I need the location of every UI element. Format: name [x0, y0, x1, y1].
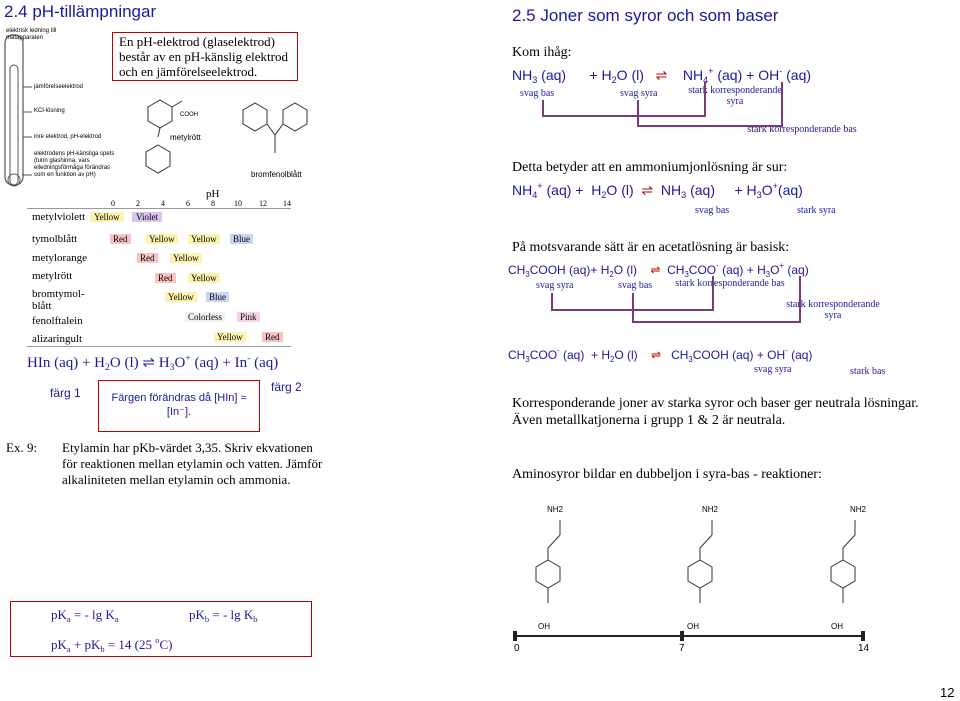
- farg-2-label: färg 2: [271, 380, 302, 394]
- ph-axis-label: pH: [206, 188, 220, 200]
- eq3-label-weak-base: svag bas: [618, 280, 653, 291]
- equation-4: $CH_3COO^-$ $(aq) + H_2O$ (l) ⇌ $CH_3COOH$ (aq) + OH- (aq): [508, 346, 813, 364]
- text-3: Korresponderande joner av starka syror och baser ger neutrala lösningar. Även metallkatjonerna i grupp 1 & 2 är neutrala.: [512, 396, 919, 428]
- indicator-name: metylviolett: [32, 211, 86, 223]
- pk-box: [10, 601, 312, 657]
- ex9-label: Ex. 9:: [6, 440, 38, 455]
- color-chip: Violet: [132, 212, 162, 222]
- text-2: På motsvarande sätt är en acetatlösning är basisk:: [512, 240, 790, 255]
- pk-line-1b: $pK_b$ = - $\lg K_b$: [189, 607, 258, 624]
- bromophenol-label: bromfenolblått: [251, 170, 302, 179]
- scale-label-7: 7: [679, 643, 685, 654]
- color-chip: Blue: [206, 292, 229, 302]
- farg-1-label: färg 1: [50, 386, 81, 400]
- ph-tick-2: 2: [136, 199, 140, 208]
- ph-tick-8: 8: [211, 199, 215, 208]
- intro-box: [112, 32, 298, 81]
- right-slide: [480, 0, 960, 701]
- eq3-label-strong-conj-acid: stark korresponderande syra: [786, 299, 880, 321]
- eq4-label-strong-base: stark bas: [850, 366, 886, 377]
- scale-label-14: 14: [858, 643, 870, 654]
- oh-label-3: OH: [831, 622, 843, 631]
- color-chip: Yellow: [170, 253, 202, 263]
- ph-tick-0: 0: [111, 199, 115, 208]
- electrode-label-4: inre elektrod, pH-elektrod: [34, 134, 102, 140]
- color-chip: Yellow: [188, 234, 220, 244]
- text-1: Detta betyder att en ammoniumjonlösning är sur:: [512, 160, 788, 175]
- ph-tick-10: 10: [234, 199, 242, 208]
- eq3-brackets: [480, 0, 960, 340]
- equation-1: $NH_3$ (aq) + $H_2O$ (l) ⇌ $NH_4^+$ (aq) + OH- (aq): [512, 66, 812, 85]
- eq1-label-strong-conj-base: stark korresponderande bas: [747, 124, 857, 135]
- ph-tick-12: 12: [259, 199, 267, 208]
- ex9-text: Etylamin har pKb-värdet 3,35. Skriv ekvationen för reaktionen mellan etylamin och vatten. Jämför alkaliniteten mellan etylamin och ammonia.: [62, 440, 323, 487]
- ph-tick-14: 14: [283, 199, 291, 208]
- nh2-label-3: NH2: [850, 505, 867, 514]
- color-chip: Pink: [237, 312, 260, 322]
- indicator-name: tymolblått: [32, 233, 78, 245]
- electrode-label-1: elektrisk ledning till mätapparaten: [6, 28, 57, 41]
- pk-line-1a: $pK_a$ = - $\lg K_a$: [51, 607, 119, 624]
- cooh-label: COOH: [180, 112, 198, 118]
- eq2-label-weak-base: svag bas: [695, 205, 730, 216]
- eq2-label-strong-acid: stark syra: [797, 205, 836, 216]
- text-4: Aminosyror bildar en dubbeljon i syra-bas - reaktioner:: [512, 467, 822, 482]
- indicator-name: fenolftalein: [32, 315, 83, 327]
- left-title: 2.4 pH-tillämpningar: [4, 2, 157, 21]
- intro-text: En pH-elektrod (glaselektrod) består av en pH-känslig elektrod och en jämförelseelektrod.: [119, 34, 288, 79]
- eq3-label-weak-acid: svag syra: [536, 280, 574, 291]
- color-chip: Yellow: [214, 332, 246, 342]
- color-chip: Colorless: [185, 312, 225, 322]
- pk-line-2: $pK_a + pK_b = 14$ (25 $^o$C): [51, 635, 173, 654]
- eq1-label-strong-conj-acid: stark korresponderande syra: [688, 85, 782, 107]
- indicator-table: [0, 208, 300, 348]
- oh-label-1: OH: [538, 622, 550, 631]
- ph-tick-6: 6: [186, 199, 190, 208]
- electrode-label-5: elektrodens pH-känsliga spets (tunn glashinna, vars elledningsförmåga förändras som en funktion av pH): [34, 151, 115, 178]
- color-chip: Red: [262, 332, 283, 342]
- equation-2: $NH_4^+$ $(aq) + H_2O$ (l) ⇌ $NH_3$ (aq) + $H_3O^+(aq)$: [512, 181, 803, 200]
- methyl-red-label: metylrött: [170, 133, 201, 142]
- color-chip: Yellow: [188, 273, 220, 283]
- equation-3: $CH_3COOH$ $(aq)+ H_2O$ (l) ⇌ $CH_3COO^-$ $(aq) + H_3O^+$ (aq): [508, 261, 809, 279]
- electrode-label-2: jämförelseelektrod: [34, 84, 84, 90]
- eq1-label-weak-base: svag bas: [520, 88, 555, 99]
- color-chip: Yellow: [165, 292, 197, 302]
- color-change-box: [98, 380, 260, 432]
- kom-ihag: Kom ihåg:: [512, 45, 572, 60]
- page-number: 12: [940, 685, 955, 700]
- right-title: 2.5 Joner som syror och som baser: [512, 6, 779, 25]
- color-chip: Red: [137, 253, 158, 263]
- ph-tick-4: 4: [161, 199, 165, 208]
- nh2-label-2: NH2: [702, 505, 719, 514]
- indicator-name: bromtymol-blått: [32, 288, 85, 312]
- eq1-label-weak-acid: svag syra: [620, 88, 658, 99]
- nh2-label-1: NH2: [547, 505, 564, 514]
- indicator-name: alizaringult: [32, 333, 83, 345]
- indicator-name: metylorange: [32, 252, 87, 264]
- bromophenol-structure: [228, 95, 318, 175]
- amine-structures: [480, 500, 960, 690]
- color-chip: Blue: [230, 234, 253, 244]
- color-change-text: Färgen förändras då [HIn] ≈ [In⁻].: [111, 392, 247, 418]
- electrode-label-3: KCl-lösning: [34, 108, 65, 114]
- indicator-name: metylrött: [32, 270, 73, 282]
- color-chip: Red: [110, 234, 131, 244]
- scale-label-0: 0: [514, 643, 520, 654]
- color-chip: Yellow: [146, 234, 178, 244]
- color-chip: Yellow: [90, 212, 124, 222]
- color-chip: Red: [155, 273, 176, 283]
- eq3-label-strong-conj-base: stark korresponderande bas: [675, 278, 785, 289]
- oh-label-2: OH: [687, 622, 699, 631]
- hin-equation: HIn $(aq) + H_2O$ (l) ⇌ $H_3O^+$ (aq) + In- (aq): [27, 353, 279, 373]
- eq4-label-weak-acid: svag syra: [754, 364, 792, 375]
